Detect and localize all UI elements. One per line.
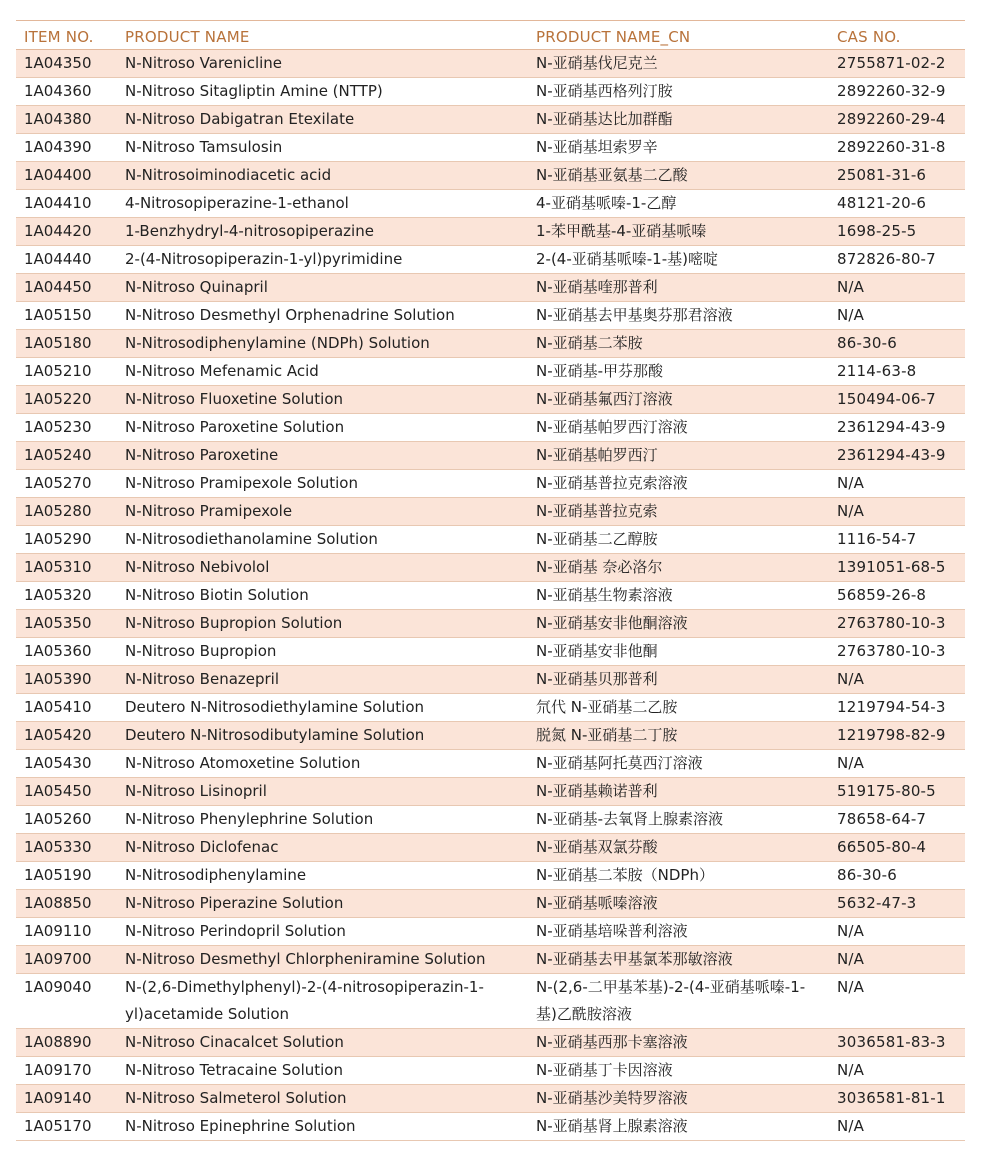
cell-cas-no: 150494-06-7 <box>837 390 936 408</box>
cell-product-name-cn: N-亚硝基-甲芬那酸 <box>536 362 664 380</box>
cell-product-name: N-Nitrosodiphenylamine <box>125 866 307 884</box>
table-row <box>16 862 965 890</box>
table-row <box>16 50 965 78</box>
cell-product-name-cn: N-亚硝基普拉克索 <box>536 502 658 520</box>
cell-product-name-cn: N-亚硝基赖诺普利 <box>536 782 658 800</box>
table-row <box>16 442 965 470</box>
table-row <box>16 106 965 134</box>
cell-product-name: 4-Nitrosopiperazine-1-ethanol <box>125 194 349 212</box>
cell-product-name-cn: N-亚硝基双氯芬酸 <box>536 838 658 856</box>
table-row <box>16 1113 965 1141</box>
cell-cas-no: 86-30-6 <box>837 334 897 352</box>
table-row <box>16 470 965 498</box>
cell-cas-no: 2763780-10-3 <box>837 614 946 632</box>
cell-product-name: N-Nitroso Bupropion <box>125 642 277 660</box>
table-row <box>16 778 965 806</box>
cell-product-name-cn: N-亚硝基去甲基氯苯那敏溶液 <box>536 950 733 968</box>
cell-cas-no: 2763780-10-3 <box>837 642 946 660</box>
cell-item-no: 1A05450 <box>24 782 92 800</box>
cell-product-name: N-Nitroso Atomoxetine Solution <box>125 754 361 772</box>
table-row <box>16 526 965 554</box>
cell-product-name: N-Nitroso Cinacalcet Solution <box>125 1033 344 1051</box>
cell-item-no: 1A05280 <box>24 502 92 520</box>
table-row <box>16 1029 965 1057</box>
cell-item-no: 1A05420 <box>24 726 92 744</box>
table-row <box>16 582 965 610</box>
cell-item-no: 1A05390 <box>24 670 92 688</box>
cell-item-no: 1A09140 <box>24 1089 92 1107</box>
table-row <box>16 358 965 386</box>
cell-product-name-cn: N-亚硝基哌嗪溶液 <box>536 894 658 912</box>
cell-item-no: 1A05190 <box>24 866 92 884</box>
cell-product-name-cn: N-亚硝基喹那普利 <box>536 278 658 296</box>
product-table <box>16 20 965 1141</box>
table-row <box>16 722 965 750</box>
cell-cas-no: 1116-54-7 <box>837 530 917 548</box>
cell-product-name-cn: N-亚硝基亚氨基二乙酸 <box>536 166 688 184</box>
cell-item-no: 1A05260 <box>24 810 92 828</box>
cell-product-name-cn: N-亚硝基西格列汀胺 <box>536 82 673 100</box>
cell-product-name: 1-Benzhydryl-4-nitrosopiperazine <box>125 222 374 240</box>
cell-product-name-cn: 脱氮 N-亚硝基二丁胺 <box>536 726 678 744</box>
cell-product-name: Deutero N-Nitrosodibutylamine Solution <box>125 726 425 744</box>
table-row <box>16 918 965 946</box>
cell-cas-no: N/A <box>837 474 865 492</box>
cell-product-name: N-Nitroso Pramipexole <box>125 502 293 520</box>
cell-product-name: N-Nitroso Desmethyl Orphenadrine Solution <box>125 306 455 324</box>
cell-item-no: 1A05320 <box>24 586 92 604</box>
table-row <box>16 946 965 974</box>
cell-cas-no: 56859-26-8 <box>837 586 927 604</box>
header-cas-no: CAS NO. <box>837 27 901 46</box>
table-row <box>16 666 965 694</box>
table-row <box>16 218 965 246</box>
cell-cas-no: 78658-64-7 <box>837 810 927 828</box>
cell-item-no: 1A05270 <box>24 474 92 492</box>
cell-cas-no: 1391051-68-5 <box>837 558 946 576</box>
cell-product-name-cn: N-亚硝基去甲基奥芬那君溶液 <box>536 306 733 324</box>
table-row <box>16 1085 965 1113</box>
cell-item-no: 1A09110 <box>24 922 92 940</box>
cell-product-name-cn: 1-苯甲酰基-4-亚硝基哌嗪 <box>536 222 707 240</box>
cell-product-name: N-Nitroso Sitagliptin Amine (NTTP) <box>125 82 383 100</box>
cell-product-name-cn: N-亚硝基坦索罗辛 <box>536 138 658 156</box>
cell-product-name: N-Nitroso Quinapril <box>125 278 268 296</box>
table-row <box>16 246 965 274</box>
cell-product-name-cn: 氘代 N-亚硝基二乙胺 <box>536 698 678 716</box>
cell-product-name-cn: 2-(4-亚硝基哌嗪-1-基)嘧啶 <box>536 250 718 268</box>
cell-product-name-cn: N-亚硝基西那卡塞溶液 <box>536 1033 688 1051</box>
table-body <box>16 50 965 1141</box>
cell-product-name: N-Nitroso Perindopril Solution <box>125 922 346 940</box>
cell-item-no: 1A05180 <box>24 334 92 352</box>
cell-item-no: 1A08890 <box>24 1033 92 1051</box>
cell-cas-no: 2755871-02-2 <box>837 54 946 72</box>
cell-cas-no: N/A <box>837 670 865 688</box>
table-row <box>16 162 965 190</box>
table-row <box>16 330 965 358</box>
cell-product-name-cn: N-亚硝基伐尼克兰 <box>536 54 658 72</box>
cell-product-name: N-Nitroso Bupropion Solution <box>125 614 343 632</box>
table-row <box>16 1057 965 1085</box>
cell-item-no: 1A05150 <box>24 306 92 324</box>
table-row <box>16 610 965 638</box>
cell-product-name-cn: N-亚硝基帕罗西汀溶液 <box>536 418 688 436</box>
table-row <box>16 498 965 526</box>
cell-cas-no: N/A <box>837 1117 865 1135</box>
cell-cas-no: 3036581-83-3 <box>837 1033 946 1051</box>
cell-product-name: Deutero N-Nitrosodiethylamine Solution <box>125 698 425 716</box>
cell-product-name: N-Nitroso Desmethyl Chlorpheniramine Solution <box>125 950 486 968</box>
table-row <box>16 190 965 218</box>
cell-product-name: N-Nitroso Epinephrine Solution <box>125 1117 356 1135</box>
cell-item-no: 1A05220 <box>24 390 92 408</box>
cell-item-no: 1A09170 <box>24 1061 92 1079</box>
cell-item-no: 1A04350 <box>24 54 92 72</box>
table-row <box>16 806 965 834</box>
cell-product-name-cn: N-亚硝基二苯胺 <box>536 334 643 352</box>
cell-product-name: N-Nitrosoiminodiacetic acid <box>125 166 332 184</box>
table-row <box>16 890 965 918</box>
cell-product-name-cn: N-亚硝基沙美特罗溶液 <box>536 1089 688 1107</box>
cell-product-name-cn: N-亚硝基达比加群酯 <box>536 110 673 128</box>
cell-item-no: 1A05360 <box>24 642 92 660</box>
cell-item-no: 1A09040 <box>24 978 92 996</box>
cell-product-name: N-Nitrosodiethanolamine Solution <box>125 530 378 548</box>
cell-product-name: N-Nitroso Tamsulosin <box>125 138 283 156</box>
table-row <box>16 78 965 106</box>
header-product-name-cn: PRODUCT NAME_CN <box>536 27 691 46</box>
table-row <box>16 134 965 162</box>
cell-item-no: 1A05350 <box>24 614 92 632</box>
cell-item-no: 1A05240 <box>24 446 92 464</box>
cell-product-name: N-Nitroso Mefenamic Acid <box>125 362 319 380</box>
cell-product-name: N-Nitroso Benazepril <box>125 670 280 688</box>
cell-product-name-cn: N-亚硝基阿托莫西汀溶液 <box>536 754 703 772</box>
cell-item-no: 1A05310 <box>24 558 92 576</box>
cell-product-name-cn: N-(2,6-二甲基苯基)-2-(4-亚硝基哌嗪-1-基)乙酰胺溶液 <box>536 978 806 1023</box>
table-row <box>16 694 965 722</box>
cell-item-no: 1A05330 <box>24 838 92 856</box>
cell-product-name: N-(2,6-Dimethylphenyl)-2-(4-nitrosopiperazin-1-yl)acetamide Solution <box>125 978 484 1023</box>
cell-cas-no: N/A <box>837 278 865 296</box>
table-row <box>16 414 965 442</box>
table-row <box>16 974 965 1029</box>
cell-cas-no: 1219794-54-3 <box>837 698 946 716</box>
cell-cas-no: N/A <box>837 502 865 520</box>
header-row <box>16 21 965 50</box>
cell-product-name-cn: N-亚硝基二苯胺（NDPh） <box>536 866 714 884</box>
cell-item-no: 1A04410 <box>24 194 92 212</box>
table-row <box>16 638 965 666</box>
cell-cas-no: 519175-80-5 <box>837 782 936 800</box>
cell-cas-no: 5632-47-3 <box>837 894 917 912</box>
cell-item-no: 1A04420 <box>24 222 92 240</box>
cell-cas-no: 86-30-6 <box>837 866 897 884</box>
cell-item-no: 1A05230 <box>24 418 92 436</box>
cell-cas-no: 2114-63-8 <box>837 362 917 380</box>
cell-product-name: N-Nitrosodiphenylamine (NDPh) Solution <box>125 334 430 352</box>
cell-cas-no: 2892260-29-4 <box>837 110 946 128</box>
cell-product-name-cn: N-亚硝基贝那普利 <box>536 670 658 688</box>
cell-item-no: 1A05410 <box>24 698 92 716</box>
cell-cas-no: 1219798-82-9 <box>837 726 946 744</box>
cell-product-name-cn: 4-亚硝基哌嗪-1-乙醇 <box>536 194 677 212</box>
cell-product-name: N-Nitroso Tetracaine Solution <box>125 1061 343 1079</box>
cell-item-no: 1A05290 <box>24 530 92 548</box>
cell-product-name-cn: N-亚硝基安非他酮溶液 <box>536 614 688 632</box>
cell-cas-no: 66505-80-4 <box>837 838 927 856</box>
cell-cas-no: N/A <box>837 1061 865 1079</box>
cell-product-name: N-Nitroso Fluoxetine Solution <box>125 390 343 408</box>
header-product-name: PRODUCT NAME <box>125 27 250 46</box>
cell-product-name: N-Nitroso Nebivolol <box>125 558 270 576</box>
cell-cas-no: N/A <box>837 754 865 772</box>
cell-product-name: N-Nitroso Pramipexole Solution <box>125 474 358 492</box>
cell-product-name-cn: N-亚硝基氟西汀溶液 <box>536 390 673 408</box>
cell-item-no: 1A04360 <box>24 82 92 100</box>
cell-product-name: N-Nitroso Lisinopril <box>125 782 267 800</box>
cell-cas-no: 2892260-32-9 <box>837 82 946 100</box>
cell-item-no: 1A05430 <box>24 754 92 772</box>
table-row <box>16 554 965 582</box>
cell-item-no: 1A04380 <box>24 110 92 128</box>
cell-cas-no: 2361294-43-9 <box>837 446 946 464</box>
cell-product-name-cn: N-亚硝基普拉克索溶液 <box>536 474 688 492</box>
cell-cas-no: 48121-20-6 <box>837 194 927 212</box>
cell-item-no: 1A04400 <box>24 166 92 184</box>
table-row <box>16 834 965 862</box>
cell-product-name: N-Nitroso Phenylephrine Solution <box>125 810 374 828</box>
cell-cas-no: 1698-25-5 <box>837 222 917 240</box>
cell-product-name-cn: N-亚硝基丁卡因溶液 <box>536 1061 673 1079</box>
cell-item-no: 1A04450 <box>24 278 92 296</box>
table-row <box>16 386 965 414</box>
cell-product-name-cn: N-亚硝基-去氧肾上腺素溶液 <box>536 810 724 828</box>
cell-product-name: 2-(4-Nitrosopiperazin-1-yl)pyrimidine <box>125 250 403 268</box>
cell-product-name-cn: N-亚硝基安非他酮 <box>536 642 658 660</box>
cell-item-no: 1A05170 <box>24 1117 92 1135</box>
cell-item-no: 1A04390 <box>24 138 92 156</box>
table-row <box>16 750 965 778</box>
cell-product-name-cn: N-亚硝基肾上腺素溶液 <box>536 1117 688 1135</box>
header-item-no: ITEM NO. <box>24 27 94 46</box>
cell-product-name: N-Nitroso Diclofenac <box>125 838 279 856</box>
cell-item-no: 1A05210 <box>24 362 92 380</box>
table-header <box>16 21 965 50</box>
cell-cas-no: N/A <box>837 306 865 324</box>
cell-product-name: N-Nitroso Paroxetine Solution <box>125 418 345 436</box>
cell-cas-no: 872826-80-7 <box>837 250 936 268</box>
cell-product-name: N-Nitroso Paroxetine <box>125 446 279 464</box>
cell-item-no: 1A08850 <box>24 894 92 912</box>
cell-cas-no: 2892260-31-8 <box>837 138 946 156</box>
cell-product-name-cn: N-亚硝基培哚普利溶液 <box>536 922 688 940</box>
cell-product-name-cn: N-亚硝基 奈必洛尔 <box>536 558 663 576</box>
cell-cas-no: N/A <box>837 978 865 996</box>
cell-cas-no: 25081-31-6 <box>837 166 927 184</box>
cell-product-name: N-Nitroso Varenicline <box>125 54 283 72</box>
table-row <box>16 274 965 302</box>
cell-product-name-cn: N-亚硝基生物素溶液 <box>536 586 673 604</box>
cell-item-no: 1A09700 <box>24 950 92 968</box>
cell-cas-no: N/A <box>837 950 865 968</box>
cell-product-name: N-Nitroso Dabigatran Etexilate <box>125 110 355 128</box>
cell-product-name: N-Nitroso Biotin Solution <box>125 586 309 604</box>
cell-cas-no: N/A <box>837 922 865 940</box>
cell-cas-no: 3036581-81-1 <box>837 1089 946 1107</box>
table-row <box>16 302 965 330</box>
cell-cas-no: 2361294-43-9 <box>837 418 946 436</box>
cell-product-name: N-Nitroso Salmeterol Solution <box>125 1089 347 1107</box>
cell-product-name-cn: N-亚硝基帕罗西汀 <box>536 446 658 464</box>
cell-product-name-cn: N-亚硝基二乙醇胺 <box>536 530 658 548</box>
cell-item-no: 1A04440 <box>24 250 92 268</box>
cell-product-name: N-Nitroso Piperazine Solution <box>125 894 344 912</box>
